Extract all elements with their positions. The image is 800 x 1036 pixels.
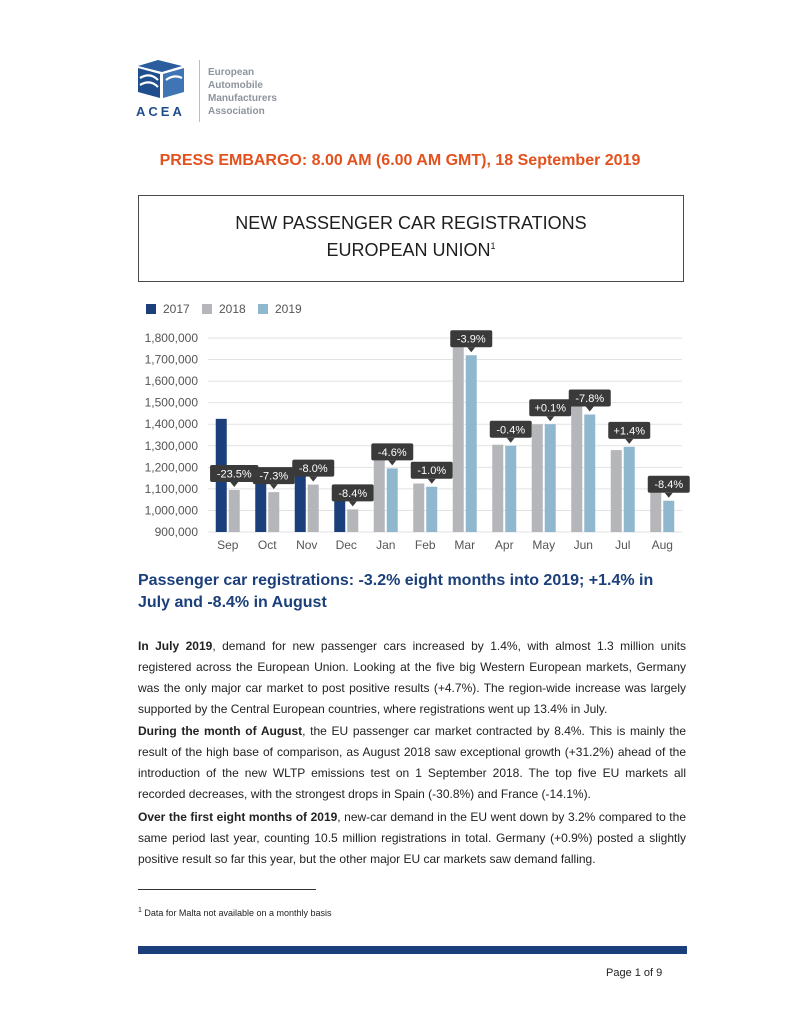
paragraph-august [138, 721, 686, 805]
x-tick-label: Jun [573, 538, 593, 552]
title-box [138, 195, 684, 282]
logo-divider [199, 60, 200, 122]
paragraph-body: , new-car demand in the EU went down by 3.2% compared to the same period last year, counting 10.5 million registrations in total. Germany (+0.9%) posted a slightly positive result so far this year, but the other major EU car markets saw demand falling. [138, 810, 686, 866]
legend-label-2019: 2019 [275, 302, 302, 316]
bar-2018-jun [571, 391, 582, 532]
change-label-pointer [349, 501, 357, 506]
change-label-pointer [625, 439, 633, 444]
paragraph-lead: In July 2019 [138, 639, 213, 653]
change-label-oct: -7.3% [259, 470, 289, 483]
bar-2018-nov [308, 485, 319, 532]
bar-2019-jun [584, 415, 595, 532]
x-tick-label: Jul [615, 538, 631, 552]
logo-name-line: Association [208, 106, 265, 117]
bar-2019-jul [624, 447, 635, 532]
bar-2017-oct [255, 476, 266, 532]
y-tick-label: 900,000 [154, 525, 198, 539]
y-tick-label: 1,800,000 [144, 331, 198, 345]
change-label-feb: -1.0% [417, 465, 447, 478]
press-embargo: PRESS EMBARGO: 8.00 AM (6.00 AM GMT), 18 September 2019 [159, 152, 641, 169]
acea-cube-icon [136, 58, 186, 100]
y-tick-label: 1,200,000 [144, 460, 198, 475]
bar-2018-may [532, 424, 543, 532]
y-tick-label: 1,600,000 [144, 374, 198, 389]
bar-2019-apr [505, 446, 516, 532]
bar-2018-mar [453, 339, 464, 532]
footnote-mark: 1 [138, 907, 142, 914]
change-label-pointer [428, 479, 436, 484]
x-tick-label: Aug [651, 538, 673, 552]
acea-logo [136, 58, 306, 122]
change-label-aug: -8.4% [654, 479, 684, 492]
change-label-pointer [586, 407, 594, 412]
paragraph-july [138, 636, 686, 720]
y-tick-label: 1,300,000 [144, 438, 198, 453]
legend-swatch-2019 [258, 304, 268, 314]
change-label-pointer [467, 347, 475, 352]
bar-2018-dec [347, 509, 358, 532]
y-tick-label: 1,000,000 [144, 503, 198, 518]
x-tick-label: Apr [494, 538, 514, 552]
x-tick-label: Nov [296, 538, 318, 552]
x-tick-label: Sep [217, 538, 239, 552]
y-tick-label: 1,400,000 [144, 417, 198, 432]
change-label-pointer [309, 477, 317, 482]
change-label-pointer [665, 493, 673, 498]
logo-acronym: ACEA [136, 104, 185, 119]
change-label-nov: -8.0% [298, 463, 328, 476]
page-number: Page 1 of 9 [606, 967, 663, 979]
legend-label-2017: 2017 [163, 302, 190, 316]
x-tick-label: Mar [454, 538, 476, 552]
title-line-1: NEW PASSENGER CAR REGISTRATIONS [235, 213, 587, 233]
change-label-pointer [230, 482, 238, 487]
bar-2019-feb [426, 487, 437, 532]
title-footnote-mark: 1 [490, 241, 496, 251]
change-label-pointer [270, 484, 278, 489]
x-tick-label: Jan [376, 538, 396, 552]
title-line-2 [139, 240, 683, 261]
change-label-jun: -7.8% [575, 393, 605, 406]
paragraph-eight-months [138, 807, 686, 870]
legend-swatch-2017 [146, 304, 156, 314]
change-label-jan: -4.6% [377, 446, 407, 459]
logo-name-line: European [208, 67, 255, 78]
change-label-pointer [388, 460, 396, 465]
section-heading: Passenger car registrations: -3.2% eight months into 2019; +1.4% in July and -8.4% in August [138, 572, 654, 611]
bar-2018-jul [611, 450, 622, 532]
bar-2018-sep [229, 490, 240, 532]
paragraph-lead: Over the first eight months of 2019 [138, 810, 338, 824]
logo-organization-name [208, 66, 308, 118]
logo-name-line: Automobile [208, 80, 263, 91]
x-tick-label: Dec [335, 538, 357, 552]
change-label-apr: -0.4% [496, 424, 526, 437]
registrations-chart [134, 296, 694, 558]
footer-bar [138, 946, 687, 954]
paragraph-lead: During the month of August [138, 724, 303, 738]
x-tick-label: Feb [414, 538, 436, 552]
paragraph-body: , demand for new passenger cars increased by 1.4%, with almost 1.3 million units registered across the European Union. Looking at the five big Western European markets, Germany was the only major car market to post positive results (+4.7%). The region-wide increase was largely supported by the Central European countries, where registrations went up 13.4% in July. [138, 639, 686, 716]
bar-2019-jan [387, 468, 398, 532]
change-label-sep: -23.5% [216, 468, 252, 481]
bar-2018-feb [413, 484, 424, 533]
change-label-dec: -8.4% [338, 487, 368, 500]
change-label-pointer [507, 438, 515, 443]
footnote-text: Data for Malta not available on a monthly basis [144, 908, 332, 918]
logo-name-line: Manufacturers [208, 93, 277, 104]
x-tick-label: Oct [257, 538, 277, 552]
change-label-pointer [546, 416, 554, 421]
x-tick-label: May [532, 538, 556, 552]
y-tick-label: 1,100,000 [144, 481, 198, 496]
bar-2019-aug [663, 501, 674, 532]
change-label-may: +0.1% [534, 402, 566, 415]
title-line-2-text: EUROPEAN UNION [326, 240, 491, 260]
change-label-jul: +1.4% [613, 425, 645, 438]
bar-2017-nov [295, 469, 306, 532]
footnote-rule [138, 889, 316, 890]
bar-2019-may [545, 424, 556, 532]
paragraph-body: , the EU passenger car market contracted by 8.4%. This is mainly the result of the high base of comparison, as August 2018 saw exceptional growth (+31.2%) ahead of the introduction of the new WLTP emissions test on 1 September 2018. The top five EU markets all recorded decreases, with the strongest drops in Spain (-30.8%) and France (-14.1%). [138, 724, 686, 801]
legend-swatch-2018 [202, 304, 212, 314]
bar-2018-oct [268, 492, 279, 532]
bar-2019-mar [466, 355, 477, 532]
y-tick-label: 1,700,000 [144, 352, 198, 367]
bar-2018-apr [492, 445, 503, 532]
footnote [138, 907, 332, 918]
bar-2018-jan [374, 455, 385, 532]
change-label-mar: -3.9% [456, 333, 486, 346]
y-tick-label: 1,500,000 [144, 395, 198, 410]
legend-label-2018: 2018 [219, 302, 246, 316]
